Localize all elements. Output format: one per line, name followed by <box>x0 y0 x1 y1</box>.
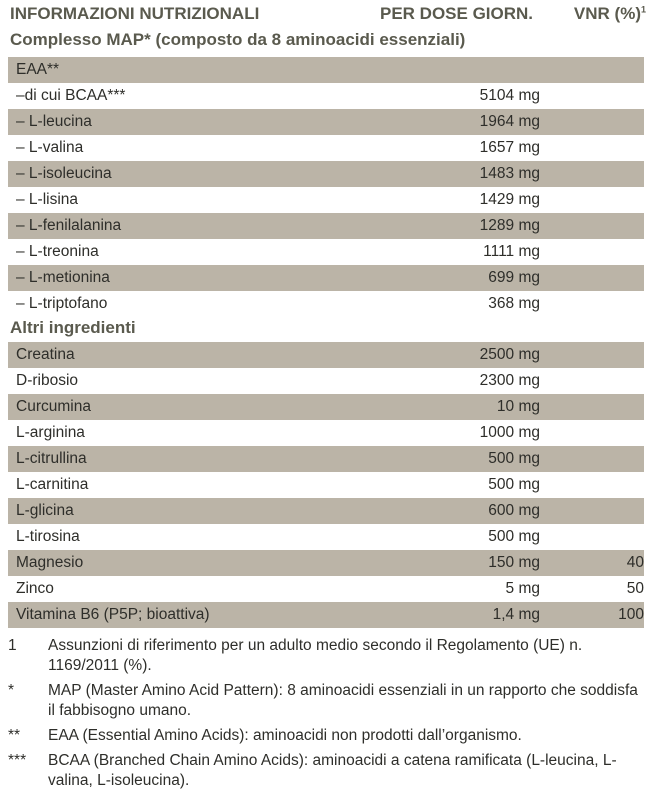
row-amount: 1,4 mg <box>492 606 540 623</box>
table-row <box>8 161 644 187</box>
footnote <box>8 726 648 746</box>
table-row <box>8 291 644 317</box>
table-row <box>8 524 644 550</box>
row-amount: 150 mg <box>488 554 540 571</box>
row-name: L-glicina <box>16 502 74 519</box>
row-vnr: 50 <box>626 580 644 597</box>
row-amount: 500 mg <box>488 450 540 467</box>
table-row <box>8 368 644 394</box>
table-row <box>8 109 644 135</box>
row-name: – L-leucina <box>16 113 92 130</box>
footnote-text: MAP (Master Amino Acid Pattern): 8 aminoacidi essenziali in un rapporto che soddisfa il fabbisogno umano. <box>48 682 638 719</box>
footnote-mark: *** <box>8 752 27 769</box>
row-amount: 699 mg <box>488 269 540 286</box>
footnote-text: Assunzioni di riferimento per un adulto medio secondo il Regolamento (UE) n. 1169/2011 (%). <box>48 637 583 674</box>
row-name: D-ribosio <box>16 372 79 389</box>
header-vnr-sup: 1 <box>640 4 646 15</box>
row-amount: 2300 mg <box>479 372 540 389</box>
row-amount: 1483 mg <box>479 165 540 182</box>
row-name: Curcumina <box>16 398 91 415</box>
row-name: – L-valina <box>16 139 84 156</box>
row-name: – L-treonina <box>16 243 99 260</box>
footnote <box>8 681 648 721</box>
table-row <box>8 550 644 576</box>
row-name: – L-lisina <box>16 191 79 208</box>
table-row <box>8 187 644 213</box>
footnote-mark: ** <box>8 727 21 744</box>
row-amount: 1111 mg <box>483 243 540 260</box>
header-vnr-label: VNR (%) <box>573 4 641 23</box>
header-title: INFORMAZIONI NUTRIZIONALI <box>10 4 260 23</box>
footnotes <box>8 636 648 796</box>
table-row <box>8 83 644 109</box>
footnote-text: EAA (Essential Amino Acids): aminoacidi non prodotti dall’organismo. <box>48 727 522 744</box>
row-name: L-carnitina <box>16 476 89 493</box>
footnote-text: BCAA (Branched Chain Amino Acids): aminoacidi a catena ramificata (L-leucina, L-valina, L-isoleucina). <box>48 752 617 789</box>
row-amount: 500 mg <box>488 528 540 545</box>
row-amount: 2500 mg <box>479 346 540 363</box>
header-dose: PER DOSE GIORN. <box>380 4 534 23</box>
row-name: L-citrullina <box>16 450 87 467</box>
footnote <box>8 751 648 791</box>
row-name: L-tirosina <box>16 528 80 545</box>
row-amount: 5104 mg <box>479 87 540 104</box>
row-amount: 1289 mg <box>479 217 540 234</box>
row-amount: 368 mg <box>488 295 540 312</box>
table-row <box>8 576 644 602</box>
row-amount: 600 mg <box>488 502 540 519</box>
footnote-mark: 1 <box>8 637 17 654</box>
table-row <box>8 239 644 265</box>
table-row <box>8 420 644 446</box>
table-row <box>8 446 644 472</box>
row-name: – L-metionina <box>16 269 110 286</box>
row-name: Zinco <box>16 580 54 597</box>
map-section-title: Complesso MAP* (composto da 8 aminoacidi essenziali) <box>10 30 466 49</box>
row-name: EAA** <box>16 61 60 78</box>
table-row <box>8 394 644 420</box>
table-row <box>8 498 644 524</box>
other-section-title: Altri ingredienti <box>10 318 136 337</box>
row-amount: 1429 mg <box>479 191 540 208</box>
table-row <box>8 602 644 628</box>
footnote-mark: * <box>8 682 15 699</box>
table-header <box>10 4 646 28</box>
row-name: Vitamina B6 (P5P; bioattiva) <box>16 606 210 623</box>
row-name: – L-isoleucina <box>16 165 112 182</box>
row-vnr: 40 <box>626 554 644 571</box>
table-row <box>8 342 644 368</box>
row-name: Magnesio <box>16 554 84 571</box>
row-amount: 1000 mg <box>479 424 540 441</box>
table-row <box>8 135 644 161</box>
table-row <box>8 472 644 498</box>
row-amount: 500 mg <box>488 476 540 493</box>
row-amount: 10 mg <box>496 398 540 415</box>
row-name: Creatina <box>16 346 75 363</box>
table-row <box>8 265 644 291</box>
row-name: –di cui BCAA*** <box>16 87 126 104</box>
row-name: – L-fenilalanina <box>16 217 122 234</box>
row-amount: 5 mg <box>505 580 540 597</box>
footnote <box>8 636 648 676</box>
row-amount: 1964 mg <box>479 113 540 130</box>
row-vnr: 100 <box>618 606 644 623</box>
row-name: L-arginina <box>16 424 85 441</box>
header-vnr <box>574 4 646 24</box>
row-amount: 1657 mg <box>479 139 540 156</box>
map-table <box>8 57 644 317</box>
table-row <box>8 213 644 239</box>
table-row <box>8 57 644 83</box>
other-table <box>8 342 644 628</box>
row-name: – L-triptofano <box>16 295 108 312</box>
